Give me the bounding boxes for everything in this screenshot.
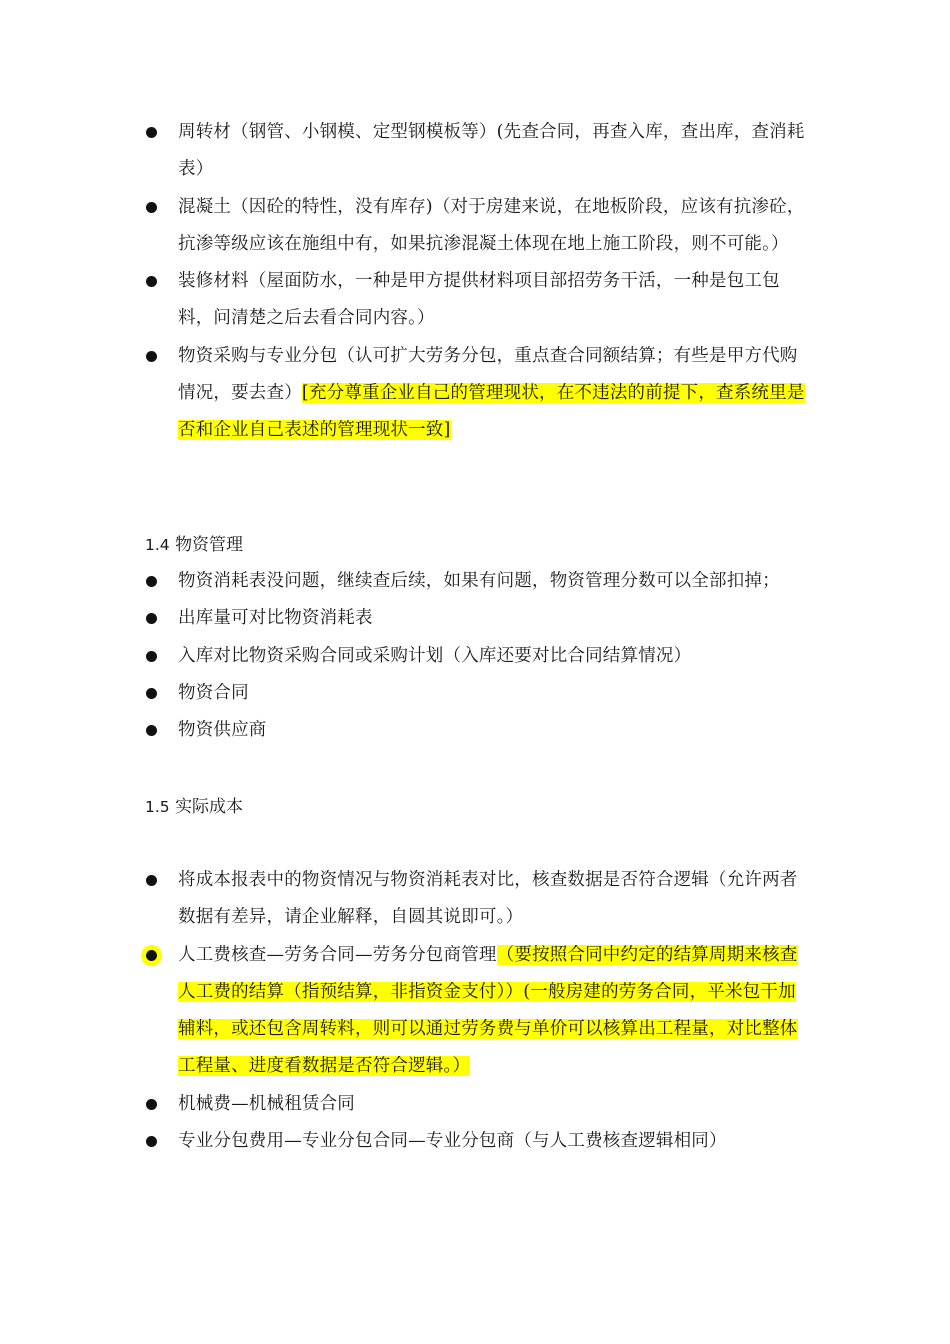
section-number: 1.5 [145,798,170,816]
section-heading-1-4 [145,532,243,558]
list-item [0,600,950,637]
bullet-icon [146,875,157,886]
list-item [0,189,950,264]
bullet-icon [146,351,157,362]
list-item [0,937,950,1086]
bullet-icon [146,127,157,138]
item-text: 将成本报表中的物资情况与物资消耗表对比，核查数据是否符合逻辑（允许两者数据有差异，请企业解释，自圆其说即可。） [178,870,798,928]
item-text: 专业分包费用—专业分包合同—专业分包商（与人工费核查逻辑相同） [178,1131,727,1152]
list-item [0,638,950,675]
bullet-icon [146,1136,157,1147]
bullet-icon [146,1099,157,1110]
bullet-icon [146,613,157,624]
item-text: 物资采购与专业分包（认可扩大劳务分包，重点查合同额结算；有些是甲方代购情况，要去查） [178,345,798,404]
item-text: 混凝土（因砼的特性，没有库存)（对于房建来说，在地板阶段，应该有抗渗砼，抗渗等级应该在施组中有，如果抗渗混凝土体现在地上施工阶段，则不可能。） [178,196,805,254]
bullet-list-materials [0,114,950,450]
bullet-icon [146,725,157,736]
bullet-icon [146,576,157,587]
bullet-list-actual-cost [0,862,950,1160]
list-item [0,862,950,937]
item-text: 入库对比物资采购合同或采购计划（入库还要对比合同结算情况） [178,645,692,666]
item-text: 机械费—机械租赁合同 [178,1093,355,1114]
item-text: 物资消耗表没问题，继续查后续，如果有问题，物资管理分数可以全部扣掉； [178,571,780,591]
list-item [0,338,950,450]
section-title: 实际成本 [175,797,244,817]
item-text: 物资供应商 [178,720,267,741]
list-item [0,263,950,338]
list-item [0,1086,950,1123]
list-item [0,1123,950,1160]
item-text: 物资合同 [178,682,249,703]
section-heading-1-5 [145,794,243,820]
list-item [0,675,950,712]
item-text: 装修材料（屋面防水，一种是甲方提供材料项目部招劳务干活，一种是包工包料，问清楚之后去看合同内容。） [178,271,780,329]
bullet-icon [146,688,157,699]
bullet-list-material-management [0,563,950,749]
bullet-icon [146,651,157,662]
list-item [0,114,950,189]
highlighted-note: （要按照合同中约定的结算周期来核查人工费的结算（指预结算，非指资金支付））(一般房建的劳务合同，平米包干加辅料，或还包含周转料，则可以通过劳务费与单价可以核算出工程量，对比整体工程量、进度看数据是否符合逻辑。） [178,944,798,1077]
highlighted-note: [充分尊重企业自己的管理现状，在不违法的前提下，查系统里是否和企业自己表述的管理现状一致] [178,383,805,441]
item-text: 周转材（钢管、小钢模、定型钢模板等）(先查合同，再查入库，查出库，查消耗表） [178,122,805,180]
bullet-icon [146,202,157,213]
bullet-icon [146,276,157,287]
item-text: 出库量可对比物资消耗表 [178,608,373,629]
section-title: 物资管理 [175,535,244,555]
list-item [0,712,950,749]
list-item [0,563,950,600]
bullet-icon [146,950,157,961]
section-number: 1.4 [145,536,170,554]
item-text: 人工费核查—劳务合同—劳务分包商管理 [178,944,497,965]
